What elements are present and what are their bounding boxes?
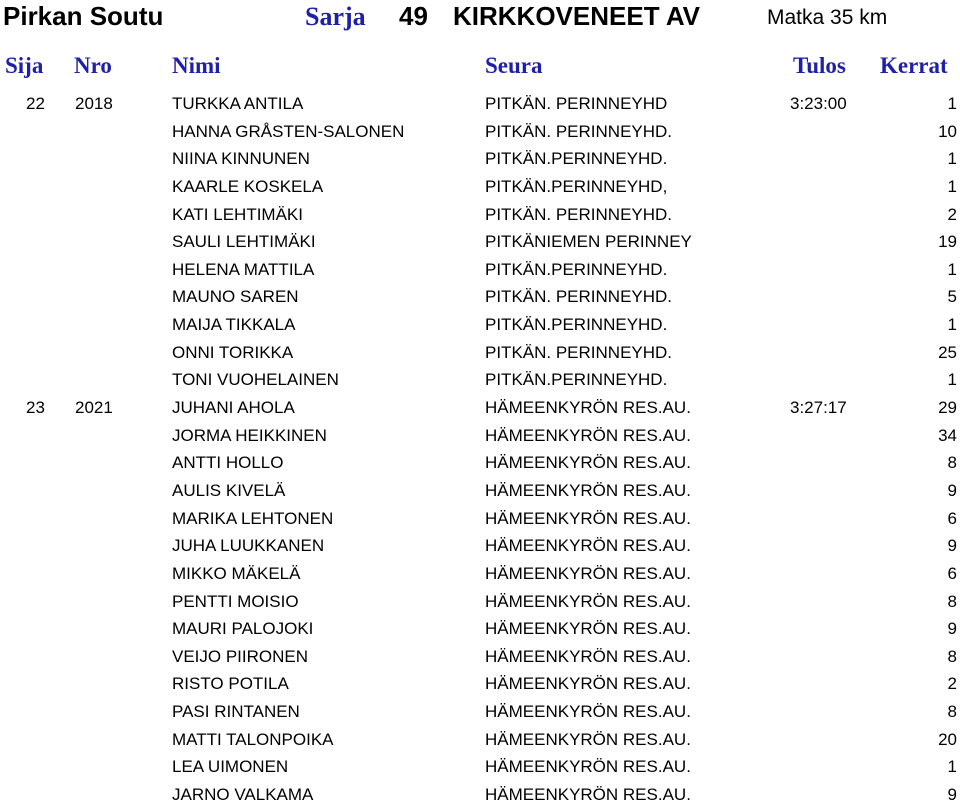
cell-seura: HÄMEENKYRÖN RES.AU. — [485, 425, 691, 445]
table-row — [0, 753, 960, 781]
cell-seura: HÄMEENKYRÖN RES.AU. — [485, 785, 691, 805]
cell-seura: PITKÄN. PERINNEYHD. — [485, 204, 673, 224]
cell-nimi: KATI LEHTIMÄKI — [172, 204, 303, 224]
cell-nimi: ANTTI HOLLO — [172, 453, 284, 473]
cell-nimi: ONNI TORIKKA — [172, 342, 294, 362]
cell-kerrat: 8 — [947, 702, 957, 722]
cell-kerrat: 8 — [947, 453, 957, 473]
cell-nimi: AULIS KIVELÄ — [172, 480, 286, 500]
cell-kerrat: 1 — [947, 315, 957, 335]
cell-kerrat: 2 — [947, 674, 957, 694]
cell-nimi: KAARLE KOSKELA — [172, 176, 324, 196]
table-row — [0, 394, 960, 422]
cell-seura: HÄMEENKYRÖN RES.AU. — [485, 591, 691, 611]
cell-kerrat: 1 — [947, 94, 957, 113]
cell-kerrat: 1 — [947, 757, 957, 777]
cell-seura: HÄMEENKYRÖN RES.AU. — [485, 480, 691, 500]
cell-seura: HÄMEENKYRÖN RES.AU. — [485, 757, 691, 777]
column-header-nro: Nro — [74, 53, 112, 78]
table-row — [0, 256, 960, 284]
cell-nimi: RISTO POTILA — [172, 674, 289, 694]
cell-nimi: HELENA MATTILA — [172, 259, 315, 279]
cell-kerrat: 2 — [947, 204, 957, 224]
cell-seura: PITKÄNIEMEN PERINNEY — [485, 232, 692, 252]
column-header-tulos: Tulos — [793, 53, 846, 78]
cell-tulos: 3:23:00 — [790, 94, 847, 113]
sarja-number: 49 — [399, 1, 428, 31]
cell-seura: HÄMEENKYRÖN RES.AU. — [485, 563, 691, 583]
cell-seura: HÄMEENKYRÖN RES.AU. — [485, 674, 691, 694]
cell-seura: PITKÄN. PERINNEYHD. — [485, 287, 673, 307]
table-row — [0, 781, 960, 809]
column-header-seura: Seura — [485, 53, 543, 78]
cell-seura: HÄMEENKYRÖN RES.AU. — [485, 619, 691, 639]
cell-kerrat: 9 — [947, 480, 957, 500]
cell-seura: PITKÄN. PERINNEYHD. — [485, 121, 673, 141]
cell-kerrat: 34 — [938, 425, 957, 445]
cell-nimi: JUHANI AHOLA — [172, 398, 295, 418]
cell-nimi: JORMA HEIKKINEN — [172, 425, 327, 445]
cell-kerrat: 10 — [938, 121, 957, 141]
cell-nimi: LEA UIMONEN — [172, 757, 289, 777]
event-title: Pirkan Soutu — [3, 1, 164, 31]
cell-kerrat: 1 — [947, 370, 957, 390]
cell-seura: PITKÄN.PERINNEYHD. — [485, 370, 668, 390]
table-row — [0, 283, 960, 311]
title-row — [0, 0, 960, 34]
column-headers — [0, 53, 960, 83]
table-row — [0, 339, 960, 367]
table-row — [0, 560, 960, 588]
cell-seura: HÄMEENKYRÖN RES.AU. — [485, 536, 691, 556]
cell-seura: PITKÄN.PERINNEYHD. — [485, 259, 668, 279]
table-row — [0, 698, 960, 726]
cell-seura: PITKÄN.PERINNEYHD. — [485, 315, 668, 335]
cell-nimi: MAUNO SAREN — [172, 287, 299, 307]
table-row — [0, 726, 960, 754]
table-row — [0, 173, 960, 201]
cell-nimi: MIKKO MÄKELÄ — [172, 563, 301, 583]
cell-kerrat: 1 — [947, 176, 957, 196]
cell-seura: PITKÄN.PERINNEYHD, — [485, 176, 668, 196]
cell-nro: 2018 — [75, 94, 113, 113]
cell-kerrat: 6 — [947, 563, 957, 583]
table-row — [0, 311, 960, 339]
cell-nimi: PENTTI MOISIO — [172, 591, 299, 611]
table-row — [0, 477, 960, 505]
cell-kerrat: 1 — [947, 149, 957, 169]
cell-nimi: MATTI TALONPOIKA — [172, 729, 334, 749]
cell-nimi: HANNA GRÅSTEN-SALONEN — [172, 121, 405, 141]
cell-nimi: MAIJA TIKKALA — [172, 315, 296, 335]
sarja-name: KIRKKOVENEET AV — [453, 1, 701, 31]
cell-nimi: TONI VUOHELAINEN — [172, 370, 339, 390]
cell-kerrat: 25 — [938, 342, 957, 362]
cell-nimi: VEIJO PIIRONEN — [172, 646, 309, 666]
cell-tulos: 3:27:17 — [790, 398, 847, 418]
cell-nimi: MARIKA LEHTONEN — [172, 508, 334, 528]
distance-label: Matka 35 km — [767, 6, 888, 29]
table-row — [0, 145, 960, 173]
cell-nimi: NIINA KINNUNEN — [172, 149, 310, 169]
cell-nimi: MAURI PALOJOKI — [172, 619, 314, 639]
cell-seura: HÄMEENKYRÖN RES.AU. — [485, 453, 691, 473]
cell-kerrat: 8 — [947, 591, 957, 611]
table-row — [0, 615, 960, 643]
table-row — [0, 422, 960, 450]
cell-seura: PITKÄN. PERINNEYHD. — [485, 342, 673, 362]
table-row — [0, 670, 960, 698]
table-row — [0, 505, 960, 533]
column-header-sija: Sija — [5, 53, 44, 78]
cell-nimi: SAULI LEHTIMÄKI — [172, 232, 316, 252]
cell-kerrat: 8 — [947, 646, 957, 666]
cell-seura: HÄMEENKYRÖN RES.AU. — [485, 508, 691, 528]
table-row — [0, 449, 960, 477]
table-row — [0, 118, 960, 146]
column-header-nimi: Nimi — [172, 53, 221, 78]
cell-nimi: JUHA LUUKKANEN — [172, 536, 325, 556]
cell-nimi: PASI RINTANEN — [172, 702, 300, 722]
cell-kerrat: 20 — [938, 729, 957, 749]
sarja-label: Sarja — [305, 2, 366, 31]
cell-kerrat: 29 — [938, 398, 957, 418]
results-table — [0, 90, 960, 809]
column-header-kerrat: Kerrat — [880, 53, 948, 78]
cell-seura: HÄMEENKYRÖN RES.AU. — [485, 398, 691, 418]
table-row — [0, 366, 960, 394]
cell-seura: PITKÄN. PERINNEYHD — [485, 94, 668, 113]
cell-seura: HÄMEENKYRÖN RES.AU. — [485, 646, 691, 666]
table-row — [0, 228, 960, 256]
cell-seura: PITKÄN.PERINNEYHD. — [485, 149, 668, 169]
table-row — [0, 643, 960, 671]
cell-kerrat: 6 — [947, 508, 957, 528]
table-row — [0, 201, 960, 229]
cell-kerrat: 9 — [947, 536, 957, 556]
cell-kerrat: 5 — [947, 287, 957, 307]
cell-kerrat: 1 — [947, 259, 957, 279]
cell-seura: HÄMEENKYRÖN RES.AU. — [485, 702, 691, 722]
table-row — [0, 588, 960, 616]
cell-kerrat: 19 — [938, 232, 957, 252]
cell-sija: 22 — [26, 94, 45, 113]
cell-kerrat: 9 — [947, 785, 957, 805]
cell-nimi: JARNO VALKAMA — [172, 785, 314, 805]
cell-seura: HÄMEENKYRÖN RES.AU. — [485, 729, 691, 749]
table-row — [0, 90, 960, 118]
cell-sija: 23 — [26, 398, 45, 418]
table-row — [0, 532, 960, 560]
cell-kerrat: 9 — [947, 619, 957, 639]
cell-nro: 2021 — [75, 398, 113, 418]
cell-nimi: TURKKA ANTILA — [172, 94, 304, 113]
